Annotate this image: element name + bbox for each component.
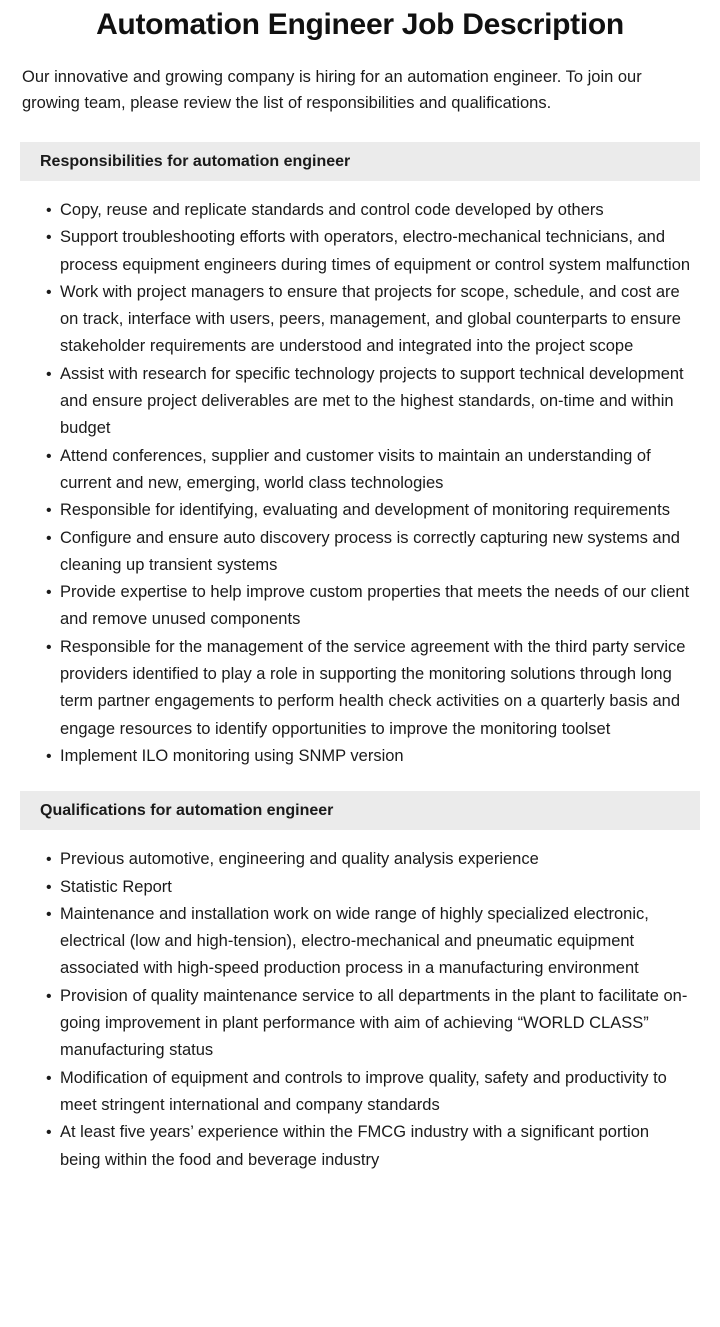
list-item: • Previous automotive, engineering and quality analysis experience <box>46 846 690 873</box>
list-item: • At least five years’ experience within the FMCG industry with a significant portion being within the food and beverage industry <box>46 1119 690 1174</box>
qualifications-list <box>0 830 720 1214</box>
page-title: Automation Engineer Job Description <box>96 8 624 41</box>
list-item: • Maintenance and installation work on wide range of highly specialized electronic, electrical (low and high-tension), electro-mechanical and pneumatic equipment associated with high-speed production process in a manufacturing environment <box>46 901 690 983</box>
list-item: • Implement ILO monitoring using SNMP version <box>46 743 696 770</box>
list-item: • Configure and ensure auto discovery process is correctly capturing new systems and cleaning up transient systems <box>46 525 696 580</box>
list-item: • Provision of quality maintenance service to all departments in the plant to facilitate on-going improvement in plant performance with aim of achieving “WORLD CLASS” manufacturing status <box>46 983 690 1065</box>
section-heading-responsibilities: Responsibilities for automation engineer <box>20 142 700 181</box>
responsibilities-list <box>0 181 720 770</box>
list-item: • Support troubleshooting efforts with operators, electro-mechanical technicians, and process equipment engineers during times of equipment or control system malfunction <box>46 224 696 279</box>
list-item: • Copy, reuse and replicate standards and control code developed by others <box>46 197 696 224</box>
list-item: • Attend conferences, supplier and customer visits to maintain an understanding of current and new, emerging, world class technologies <box>46 443 696 498</box>
list-item: • Modification of equipment and controls to improve quality, safety and productivity to meet stringent international and company standards <box>46 1065 690 1120</box>
list-item: • Responsible for identifying, evaluating and development of monitoring requirements <box>46 497 696 524</box>
section-qualifications <box>0 791 720 1214</box>
list-item: • Assist with research for specific technology projects to support technical development and ensure project deliverables are met to the highest standards, on-time and within budget <box>46 361 696 443</box>
list-item: • Work with project managers to ensure that projects for scope, schedule, and cost are on track, interface with users, peers, management, and global counterparts to ensure stakeholder requirements are understood and integrated into the project scope <box>46 279 696 361</box>
section-heading-qualifications: Qualifications for automation engineer <box>20 791 700 830</box>
intro-paragraph: Our innovative and growing company is hiring for an automation engineer. To join our growing team, please review the list of responsibilities and qualifications. <box>22 68 642 112</box>
list-item: • Statistic Report <box>46 874 690 901</box>
list-item: • Provide expertise to help improve custom properties that meets the needs of our client and remove unused components <box>46 579 696 634</box>
section-responsibilities <box>0 142 720 770</box>
list-item: • Responsible for the management of the service agreement with the third party service providers identified to play a role in supporting the monitoring solutions through long term partner engagements to perform health check activities on a quarterly basis and engage resources to identify opportunities to improve the monitoring toolset <box>46 634 696 743</box>
